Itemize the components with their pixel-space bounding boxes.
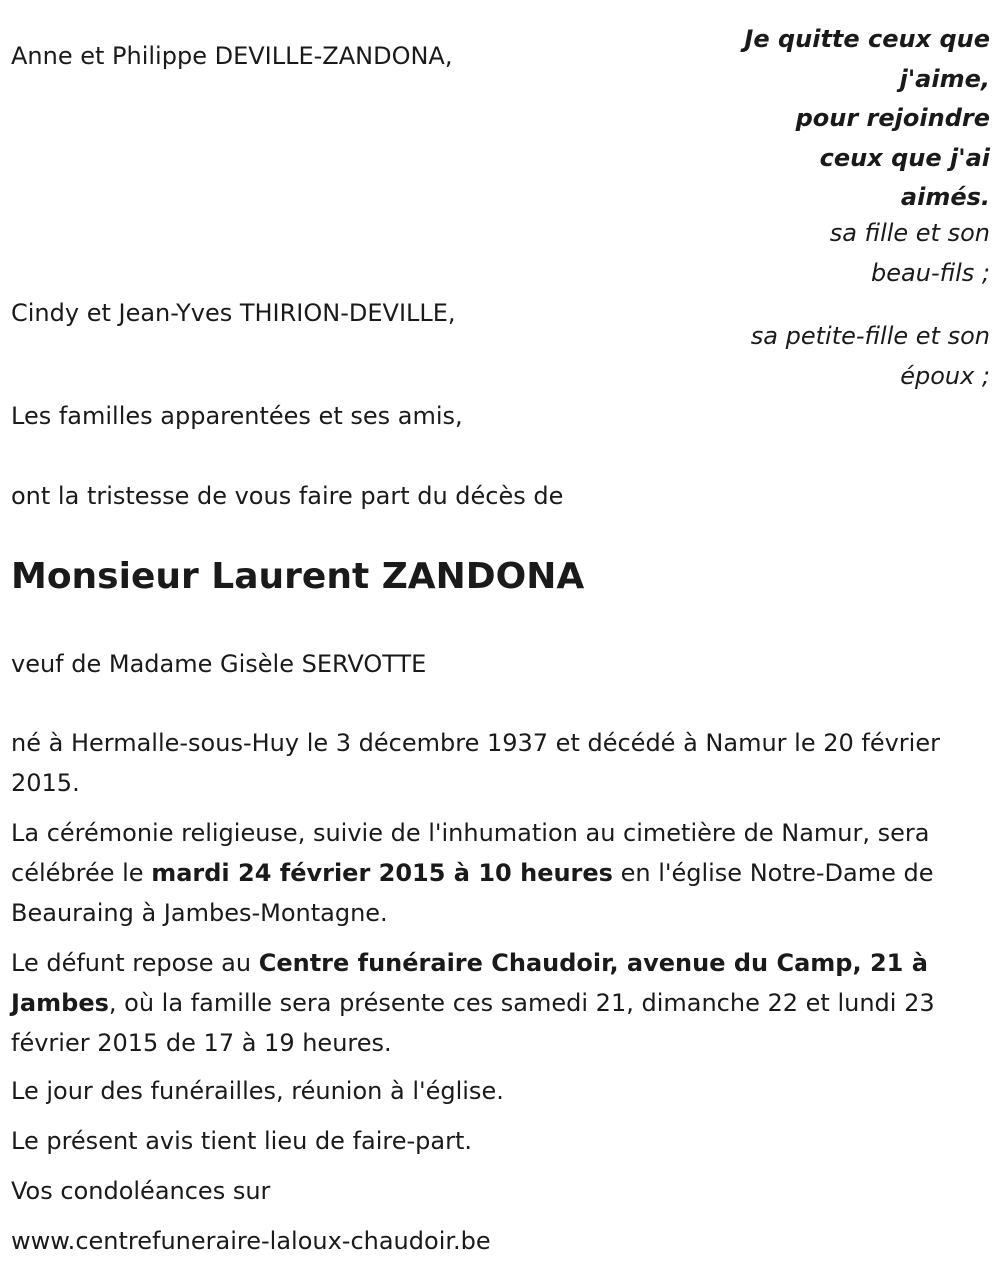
epigraph-line: aimés. xyxy=(900,183,990,211)
birth-death-paragraph: né à Hermalle-sous-Huy le 3 décembre 1937 et décédé à Namur le 20 février 2015. xyxy=(11,729,940,797)
announcement-line: ont la tristesse de vous faire part du décès de xyxy=(11,482,564,510)
relation-line: beau-fils ; xyxy=(871,258,990,287)
ceremony-paragraph xyxy=(11,813,986,933)
notice-line: Le présent avis tient lieu de faire-part. xyxy=(11,1127,473,1155)
family-names-granddaughter: Cindy et Jean-Yves THIRION-DEVILLE, xyxy=(11,299,456,327)
ceremony-location: en l'église Notre-Dame de Beauraing à Jambes-Montagne. xyxy=(11,859,934,927)
epigraph-line: pour rejoindre xyxy=(795,104,990,132)
relatives-line: Les familles apparentées et ses amis, xyxy=(11,402,463,430)
meeting-line: Le jour des funérailles, réunion à l'église. xyxy=(11,1077,504,1105)
epigraph-line: Je quitte ceux que xyxy=(744,25,990,53)
viewing-paragraph xyxy=(11,943,986,1063)
relation-granddaughter xyxy=(751,317,990,396)
relation-line: sa petite-fille et son xyxy=(750,322,990,350)
epigraph-line: ceux que j'ai xyxy=(819,143,990,172)
ceremony-datetime: mardi 24 février 2015 à 10 heures xyxy=(151,859,613,887)
epigraph-line: j'aime, xyxy=(899,64,990,93)
deceased-name: Monsieur Laurent ZANDONA xyxy=(11,556,585,597)
widower-line: veuf de Madame Gisèle SERVOTTE xyxy=(11,650,427,678)
family-names-daughter: Anne et Philippe DEVILLE-ZANDONA, xyxy=(11,42,453,70)
relation-daughter xyxy=(830,214,990,293)
condolences-label: Vos condoléances sur xyxy=(11,1177,271,1205)
viewing-hours: , où la famille sera présente ces samedi 21, dimanche 22 et lundi 23 février 2015 de 17 à 19 heures. xyxy=(11,989,935,1057)
relation-line: sa fille et son xyxy=(829,219,990,247)
ceremony-intro: La cérémonie religieuse, suivie de l'inhumation au cimetière de Namur, sera célébrée le xyxy=(11,819,930,887)
epigraph xyxy=(744,20,990,218)
website-link[interactable]: www.centrefuneraire-laloux-chaudoir.be xyxy=(11,1227,491,1255)
relation-line: époux ; xyxy=(900,361,990,390)
viewing-intro: Le défunt repose au xyxy=(11,949,259,977)
viewing-place: Centre funéraire Chaudoir, avenue du Camp, 21 à Jambes xyxy=(11,949,928,1017)
